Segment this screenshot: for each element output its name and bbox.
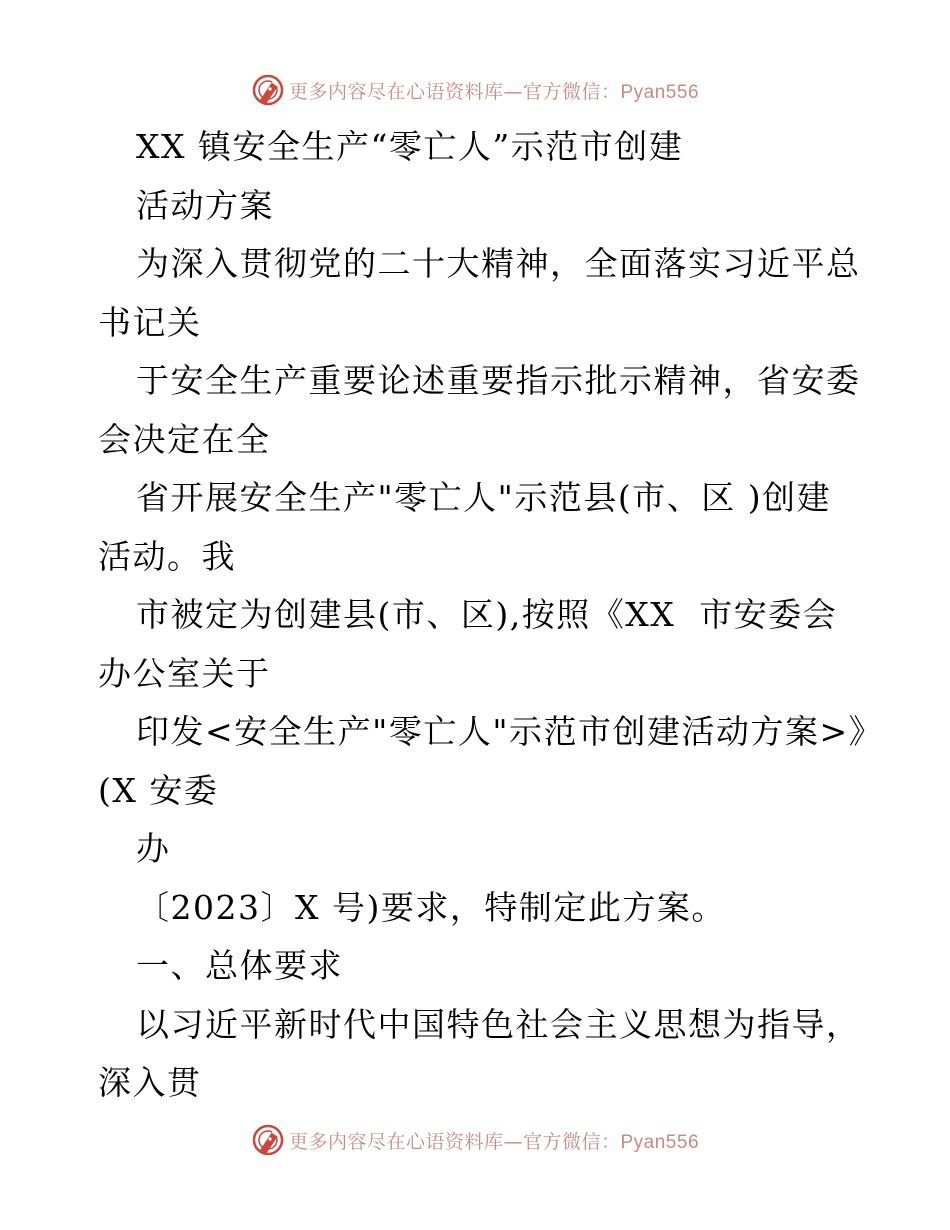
doc-line: 活动。我 [98, 536, 236, 576]
pen-nib-logo-icon [251, 73, 285, 107]
document-body [98, 118, 884, 1113]
doc-line: 办 [136, 829, 171, 868]
doc-line: 省开展安全生产"零亡人"示范县(市、区 )创建 [136, 478, 832, 517]
watermark-header [0, 70, 950, 110]
watermark-text: 更多内容尽在心语资料库—官方微信：Pyan556 [288, 1130, 700, 1153]
watermark-text: 更多内容尽在心语资料库—官方微信：Pyan556 [288, 80, 700, 103]
doc-line: 活动方案 [136, 185, 274, 225]
doc-line: (X 安委 [98, 770, 219, 810]
doc-line: 于安全生产重要论述重要指示批示精神，省安委 [136, 361, 861, 400]
doc-line: 市被定为创建县(市、区),按照《XX 市安委会 [136, 595, 838, 634]
doc-line: 深入贯 [98, 1063, 202, 1102]
doc-line: 印发<安全生产"零亡人"示范市创建活动方案>》 [136, 712, 884, 751]
doc-line: 以习近平新时代中国特色社会主义思想为指导， [136, 1004, 861, 1044]
pen-nib-logo-icon [251, 1123, 285, 1157]
section-heading: 一、总体要求 [136, 946, 343, 985]
watermark-footer [0, 1120, 950, 1160]
doc-line: 办公室关于 [98, 653, 271, 693]
doc-line: 书记关 [98, 302, 202, 342]
doc-line: 为深入贯彻党的二十大精神，全面落实习近平总 [136, 244, 861, 283]
doc-line: 会决定在全 [98, 419, 271, 459]
doc-line: 〔2023〕X 号)要求，特制定此方案。 [136, 887, 726, 927]
doc-line: XX 镇安全生产“零亡人”示范市创建 [136, 127, 684, 166]
